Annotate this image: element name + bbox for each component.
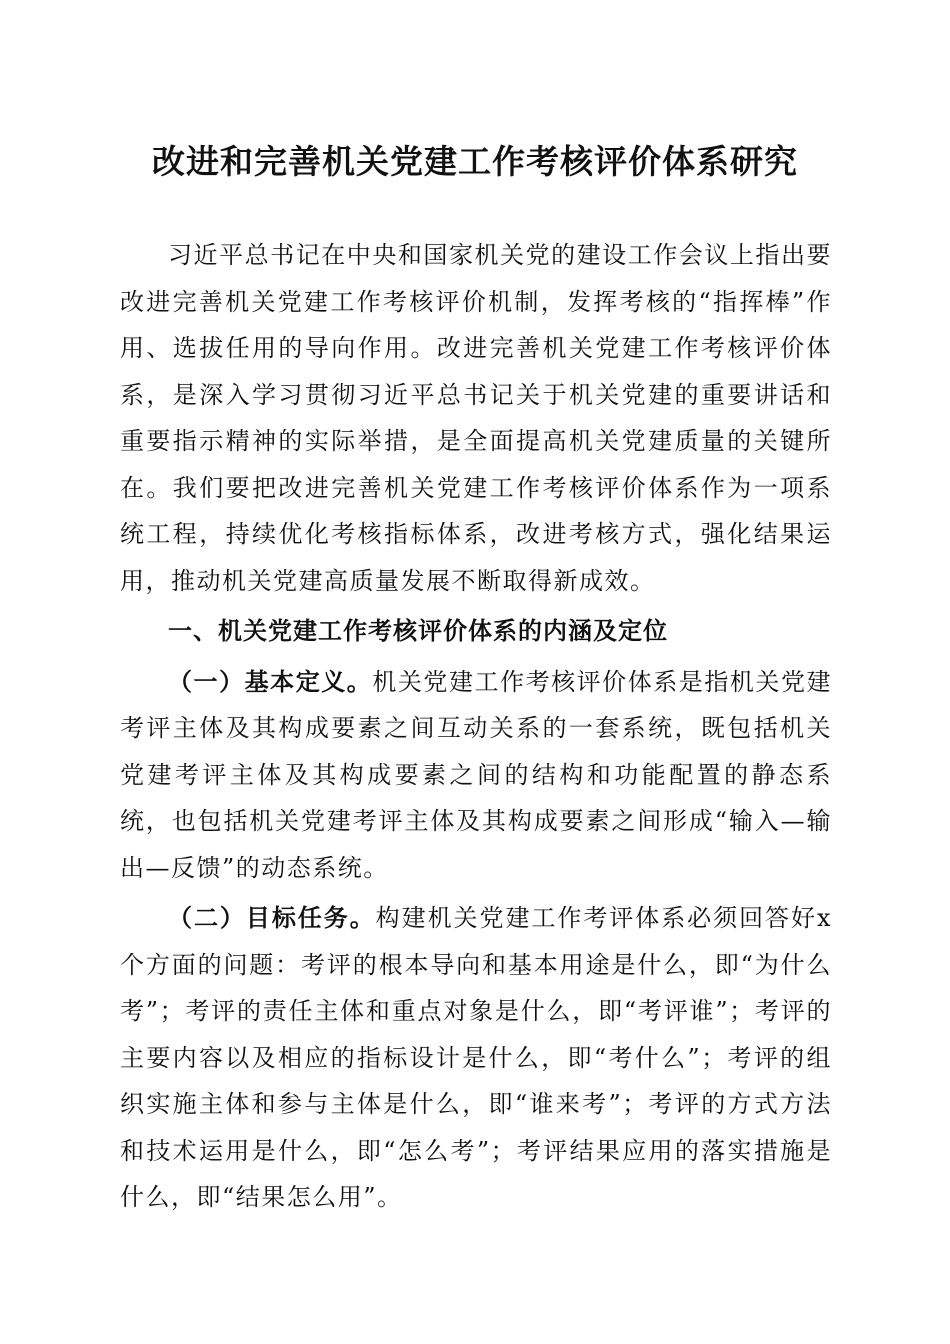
subsection-heading-2: （二）目标任务。 (168, 903, 376, 932)
subsection-heading-1: （一）基本定义。 (168, 666, 373, 696)
subsection-paragraph-1 (120, 659, 832, 892)
document-body (120, 232, 832, 1221)
subsection-text-1: 机关党建工作考核评价体系是指机关党建考评主体及其构成要素之间互动关系的一套系统，既包括机关党建考评主体及其构成要素之间的结构和功能配置的静态系统，也包括机关党建考评主体及其构成要素之间形成“输入—输出—反馈”的动态系统。 (120, 667, 833, 882)
intro-paragraph: 习近平总书记在中央和国家机关党的建设工作会议上指出要改进完善机关党建工作考核评价机制，发挥考核的“指挥棒”作用、选拔任用的导向作用。改进完善机关党建工作考核评价体系，是深入学习贯彻习近平总书记关于机关党建的重要讲话和重要指示精神的实际举措，是全面提高机关党建质量的关键所在。我们要把改进完善机关党建工作考核评价体系作为一项系统工程，持续优化考核指标体系，改进考核方式，强化结果运用，推动机关党建高质量发展不断取得新成效。 (120, 241, 832, 595)
section-heading: 一、机关党建工作考核评价体系的内涵及定位 (168, 616, 668, 645)
subsection-paragraph-2 (120, 895, 832, 1221)
document-title: 改进和完善机关党建工作考核评价体系研究 (152, 142, 798, 181)
subsection-text-2: 构建机关党建工作考评体系必须回答好x个方面的问题：考评的根本导向和基本用途是什么，即“为什么考”；考评的责任主体和重点对象是什么，即“考评谁”；考评的主要内容以及相应的指标设计是什么，即“考什么”；考评的组织实施主体和参与主体是什么，即“谁来考”；考评的方式方法和技术运用是什么，即“怎么考”；考评结果应用的落实措施是什么，即“结果怎么用”。 (120, 904, 832, 1211)
